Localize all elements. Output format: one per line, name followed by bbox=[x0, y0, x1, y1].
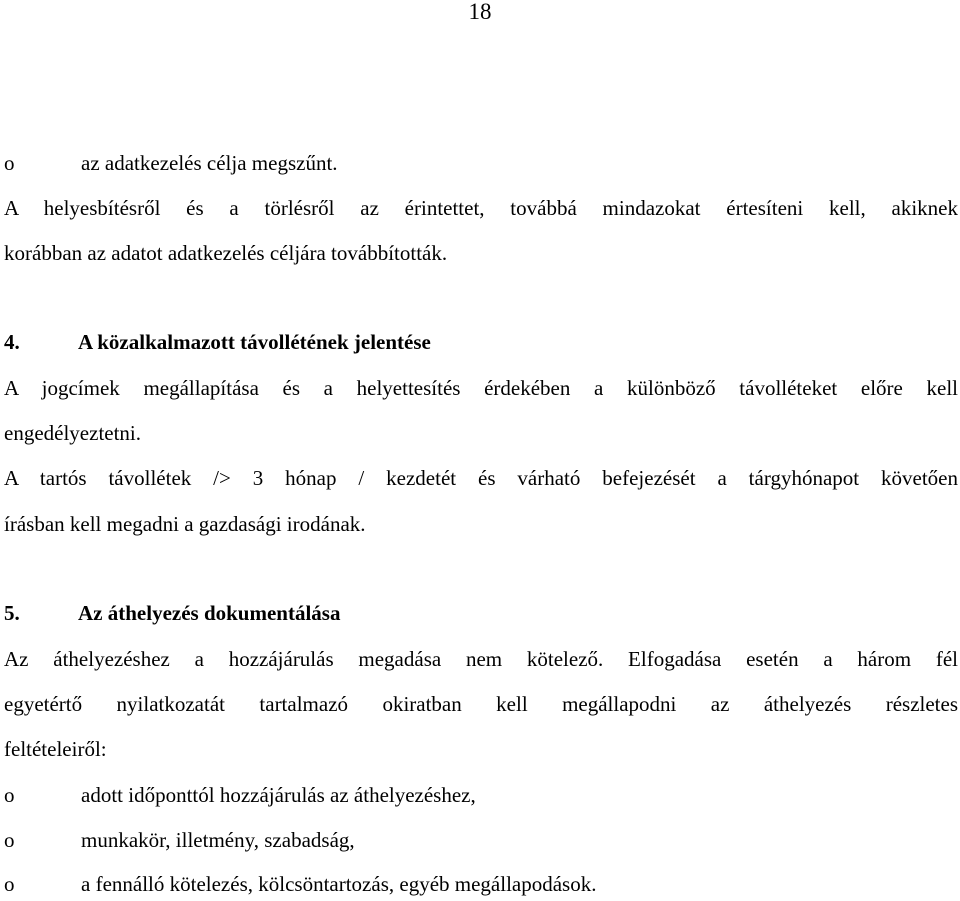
section-title: Az áthelyezés dokumentálása bbox=[78, 601, 341, 625]
paragraph-line: feltételeiről: bbox=[4, 737, 107, 761]
paragraph-line: A jogcímek megállapítása és a helyettesítés érdekében a különböző távolléteket előre kell bbox=[4, 376, 958, 400]
paragraph-line: Az áthelyezéshez a hozzájárulás megadása nem kötelező. Elfogadása esetén a három fél bbox=[4, 647, 958, 671]
bullet-marker: o bbox=[4, 828, 15, 852]
section-number: 5. bbox=[4, 601, 20, 625]
paragraph-line: engedélyeztetni. bbox=[4, 421, 142, 445]
page-number: 18 bbox=[468, 0, 492, 24]
list-item-text: a fennálló kötelezés, kölcsöntartozás, egyéb megállapodások. bbox=[81, 872, 597, 896]
paragraph-line: írásban kell megadni a gazdasági irodának. bbox=[4, 512, 366, 536]
section-title: A közalkalmazott távollétének jelentése bbox=[78, 330, 431, 354]
bullet-marker: o bbox=[4, 151, 15, 175]
paragraph-line: egyetértő nyilatkozatát tartalmazó okiratban kell megállapodni az áthelyezés részletes bbox=[4, 692, 958, 716]
list-item-text: adott időponttól hozzájárulás az áthelyezéshez, bbox=[81, 783, 476, 807]
paragraph-line: A tartós távollétek /> 3 hónap / kezdetét és várható befejezését a tárgyhónapot követően bbox=[4, 466, 958, 490]
paragraph-line: A helyesbítésről és a törlésről az érintettet, továbbá mindazokat értesíteni kell, akiknek bbox=[4, 196, 958, 220]
bullet-marker: o bbox=[4, 783, 15, 807]
bullet-marker: o bbox=[4, 872, 15, 896]
list-item-text: az adatkezelés célja megszűnt. bbox=[81, 151, 338, 175]
list-item-text: munkakör, illetmény, szabadság, bbox=[81, 828, 355, 852]
section-number: 4. bbox=[4, 330, 20, 354]
paragraph-line: korábban az adatot adatkezelés céljára továbbították. bbox=[4, 241, 448, 265]
